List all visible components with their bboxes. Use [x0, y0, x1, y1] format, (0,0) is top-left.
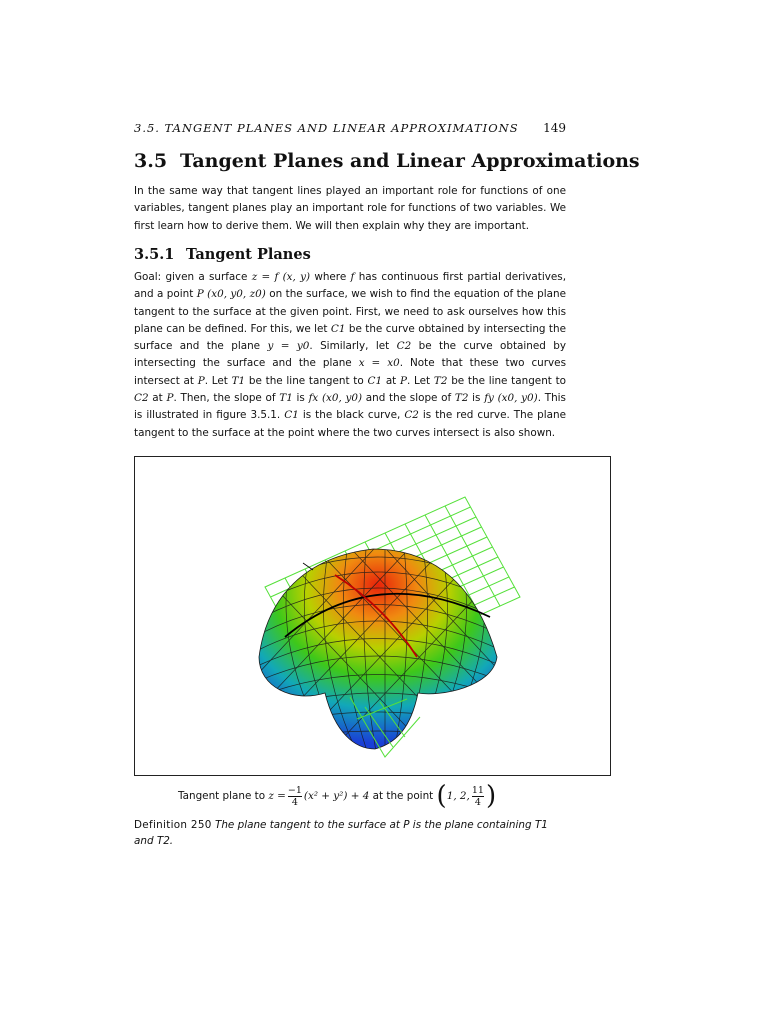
paraboloid-surface — [245, 537, 515, 757]
goal-paragraph — [134, 269, 566, 442]
surface-plot — [135, 457, 612, 777]
math-inline: C2 — [404, 409, 419, 422]
math-inline: P — [166, 392, 174, 405]
text-run: be the curve obtained by intersecting the surface and the plane — [134, 340, 567, 370]
text-run: at — [152, 392, 163, 405]
section-number: 3.5 — [134, 150, 168, 172]
math-inline: C2 — [134, 392, 149, 405]
running-title: 3.5. TANGENT PLANES AND LINEAR APPROXIMATIONS — [134, 121, 519, 135]
math-inline: P (x0, y0, z0) — [196, 288, 266, 301]
page-number: 149 — [543, 121, 566, 135]
math-inline: C1 — [330, 322, 346, 335]
caption-lhs: z = — [268, 790, 286, 802]
math-inline: P — [400, 374, 408, 387]
text-run: . Let — [204, 374, 228, 387]
math-inline: x = x0 — [358, 357, 400, 370]
math-inline: y = y0 — [267, 340, 310, 353]
text-run: on the surface, we wish to find the equation of the plane tangent to the surface at the given point. First, we need to ask ourselves how this plane can be defined. For this, we let — [134, 288, 566, 335]
text-run: . This is illustrated in figure 3.5.1. — [134, 392, 566, 422]
text-run: . Note that these two curves intersect at — [134, 357, 566, 387]
math-inline: fy (x0, y0) — [484, 392, 538, 405]
text-run: is the red curve. The plane tangent to the surface at the point where the two curves intersect is also shown. — [134, 409, 566, 439]
text-run: at — [385, 374, 397, 387]
section-heading — [134, 150, 640, 172]
text-run: is — [472, 392, 481, 405]
text-run: be the line tangent to — [451, 374, 567, 387]
math-inline: C1 — [367, 374, 383, 387]
math-inline: C1 — [284, 409, 299, 422]
definition-250 — [134, 817, 566, 849]
text-run: has continuous first partial derivatives, and a point — [134, 271, 566, 301]
math-inline: P — [197, 374, 205, 387]
math-inline: fx (x0, y0) — [308, 392, 363, 405]
section-title: Tangent Planes and Linear Approximations — [180, 150, 640, 172]
figure-3-5-1 — [134, 456, 611, 776]
text-run: be the line tangent to — [248, 374, 364, 387]
intro-paragraph: In the same way that tangent lines played an important role for functions of one variables, tangent planes play an important role for functions of two variables. We first learn how to derive them. We will then explain why they are important. — [134, 185, 566, 232]
caption-point-coords: 1, 2, — [446, 790, 470, 802]
math-inline: T2 — [454, 392, 469, 405]
caption-fraction — [288, 785, 302, 808]
text-run: . Similarly, let — [309, 340, 390, 353]
subsection-title: Tangent Planes — [186, 246, 311, 263]
fraction-numerator: 11 — [471, 784, 484, 796]
math-inline: C2 — [396, 340, 412, 353]
math-inline: T2 — [433, 374, 448, 387]
text-run: . Let — [407, 374, 431, 387]
text-run: . Then, the slope of — [173, 392, 276, 405]
running-head — [134, 121, 566, 135]
definition-text: The plane tangent to the surface at P is the plane containing T1 and T2. — [134, 819, 548, 847]
caption-point-fraction — [472, 785, 484, 808]
definition-label: Definition 250 — [134, 819, 212, 831]
math-inline: z = f (x, y) — [251, 271, 311, 283]
right-paren: ) — [485, 781, 497, 811]
math-inline: T1 — [231, 374, 246, 387]
text-run: where — [314, 271, 347, 283]
caption-mid: at the point — [372, 790, 434, 802]
text-run: be the curve obtained by intersecting the surface and the plane — [134, 322, 566, 353]
subsection-number: 3.5.1 — [134, 246, 175, 263]
figure-caption — [178, 778, 538, 814]
left-paren: ( — [436, 781, 447, 811]
text-run: is the black curve, — [302, 409, 401, 422]
subsection-heading — [134, 246, 311, 263]
caption-rhs: (x² + y²) + 4 — [303, 790, 370, 802]
text-run: and the slope of — [365, 392, 452, 405]
math-inline: T1 — [279, 392, 293, 405]
text-run: Goal: given a surface — [134, 271, 248, 283]
fraction-denominator: 4 — [291, 796, 298, 808]
caption-prefix: Tangent plane to — [178, 790, 266, 802]
fraction-denominator: 4 — [474, 796, 481, 808]
text-run: is — [296, 392, 305, 405]
math-inline: f — [350, 271, 355, 283]
fraction-numerator: −1 — [287, 784, 302, 796]
